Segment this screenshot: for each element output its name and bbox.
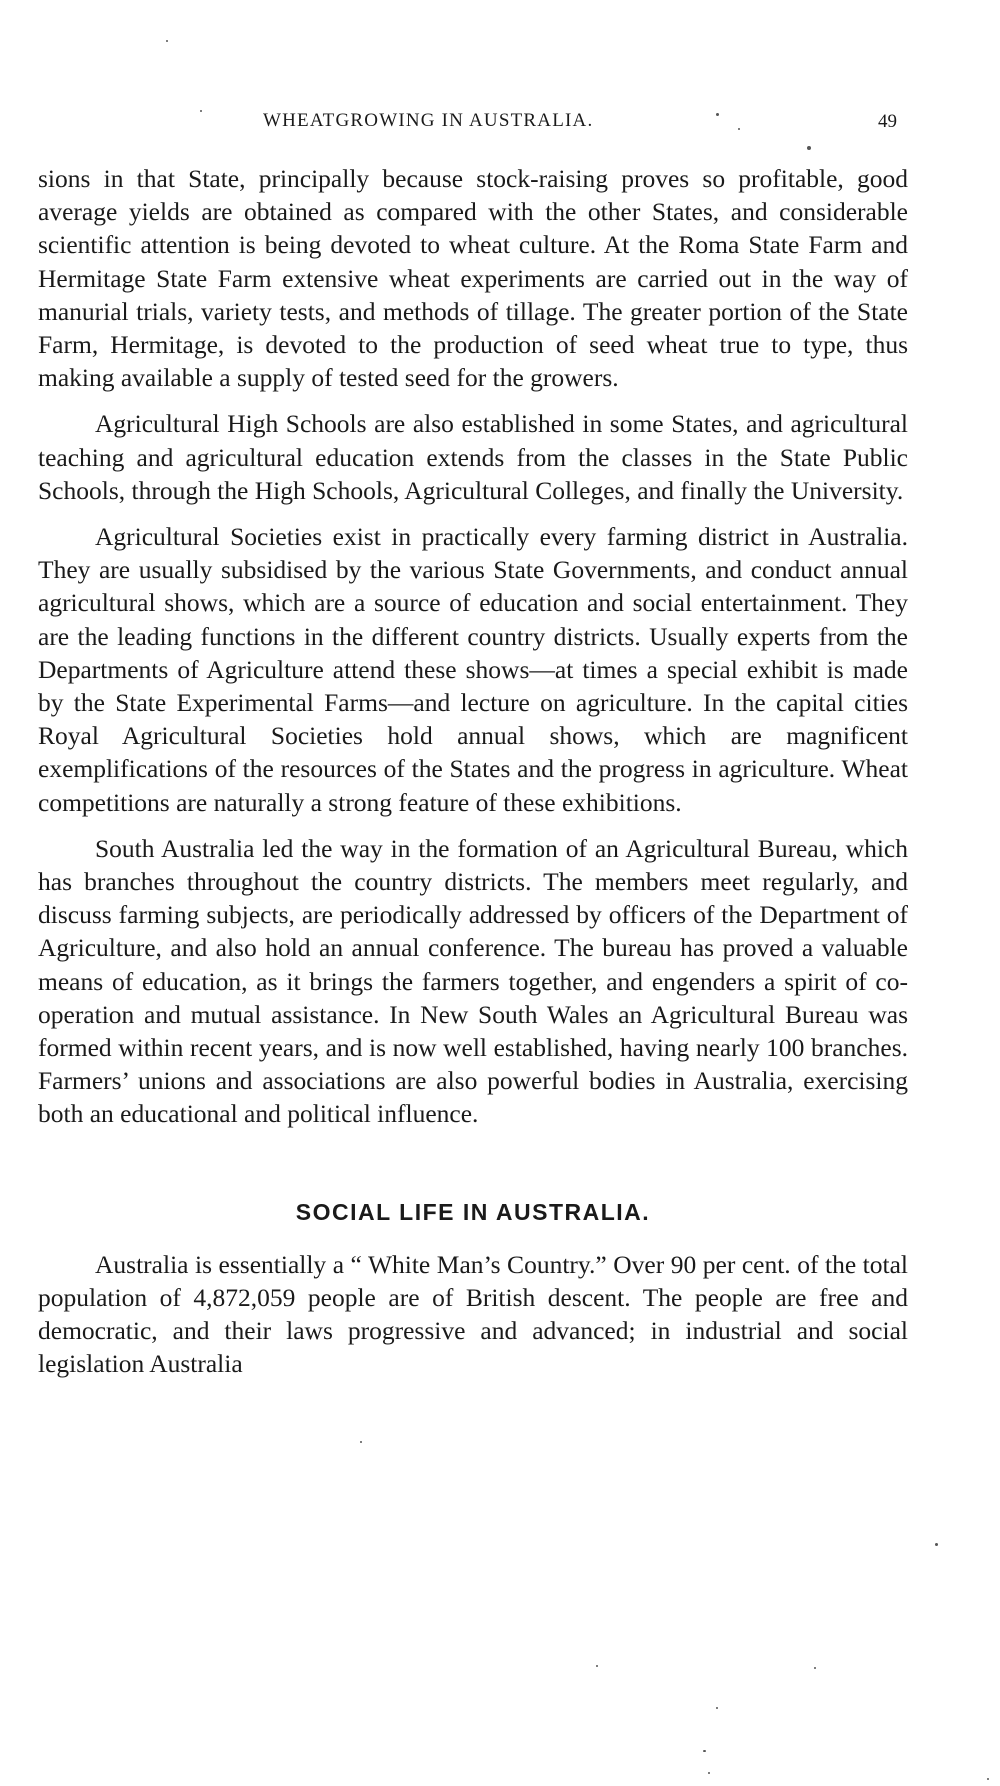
page-number: 49 xyxy=(878,111,897,132)
running-header xyxy=(0,110,1000,140)
paragraph-high-schools: Agricultural High Schools are also established in some States, and agricultural teaching and agricultural education extends from the classes in the State Public Schools, through the High Schools, Agricultural Colleges, and finally the University. xyxy=(38,409,908,505)
scan-speck xyxy=(360,1441,362,1443)
paragraph-agricultural-bureau: South Australia led the way in the formation of an Agricultural Bureau, which has branches throughout the country districts. The members meet regularly, and discuss farming subjects, are periodically addressed by officers of the Department of Agriculture, and also hold an annual conference. The bureau has proved a valuable means of education, as it brings the farmers together, and engenders a spirit of co-operation and mutual assistance. In New South Wales an Agricultural Bureau was formed within recent years, and is now well established, having nearly 100 branches. Farmers’ unions and associations are also powerful bodies in Australia, exercising both an educational and political influence. xyxy=(38,833,908,1129)
scan-speck xyxy=(738,128,740,130)
scan-speck xyxy=(596,1665,598,1667)
scan-speck xyxy=(200,110,202,112)
paragraph-social-life: Australia is essentially a “ White Man’s Country.” Over 90 per cent. of the total population of 4,872,059 people are of British descent. The people are free and democratic, and their laws progressive and advanced; in industrial and social legislation Australia xyxy=(38,1249,908,1379)
running-title: WHEATGROWING IN AUSTRALIA. xyxy=(263,110,594,131)
scan-speck xyxy=(703,1750,706,1752)
body-text xyxy=(38,162,908,1394)
scan-speck xyxy=(935,1543,938,1546)
section-heading: SOCIAL LIFE IN AUSTRALIA. xyxy=(295,1198,651,1225)
scan-speck xyxy=(708,1772,710,1774)
scan-speck xyxy=(814,1667,816,1669)
section-divider xyxy=(38,1144,908,1196)
scan-speck xyxy=(987,1778,989,1780)
paragraph-continuation: sions in that State, principally because stock-raising proves so profitable, good average yields are obtained as compared with the other States, and considerable scientific attention is being devoted to wheat culture. At the Roma State Farm and Hermitage State Farm extensive wheat experiments are carried out in the way of manurial trials, variety tests, and methods of tillage. The greater portion of the State Farm, Hermitage, is devoted to the production of seed wheat true to type, thus making available a supply of tested seed for the growers. xyxy=(38,164,908,393)
scan-speck xyxy=(166,40,168,42)
scan-speck xyxy=(716,113,719,116)
scan-speck xyxy=(716,1707,718,1709)
scan-speck xyxy=(807,146,811,150)
paragraph-agricultural-societies: Agricultural Societies exist in practically every farming district in Australia. They are usually subsidised by the various State Governments, and conduct annual agricultural shows, which are a source of education and social entertainment. They are the leading functions in the different country districts. Usually experts from the Departments of Agriculture attend these shows—at times a special exhibit is made by the State Experimental Farms—and lecture on agriculture. In the capital cities Royal Agricultural Societies hold annual shows, which are magnificent exemplifications of the resources of the States and the progress in agriculture. Wheat competitions are naturally a strong feature of these exhibitions. xyxy=(38,522,908,817)
